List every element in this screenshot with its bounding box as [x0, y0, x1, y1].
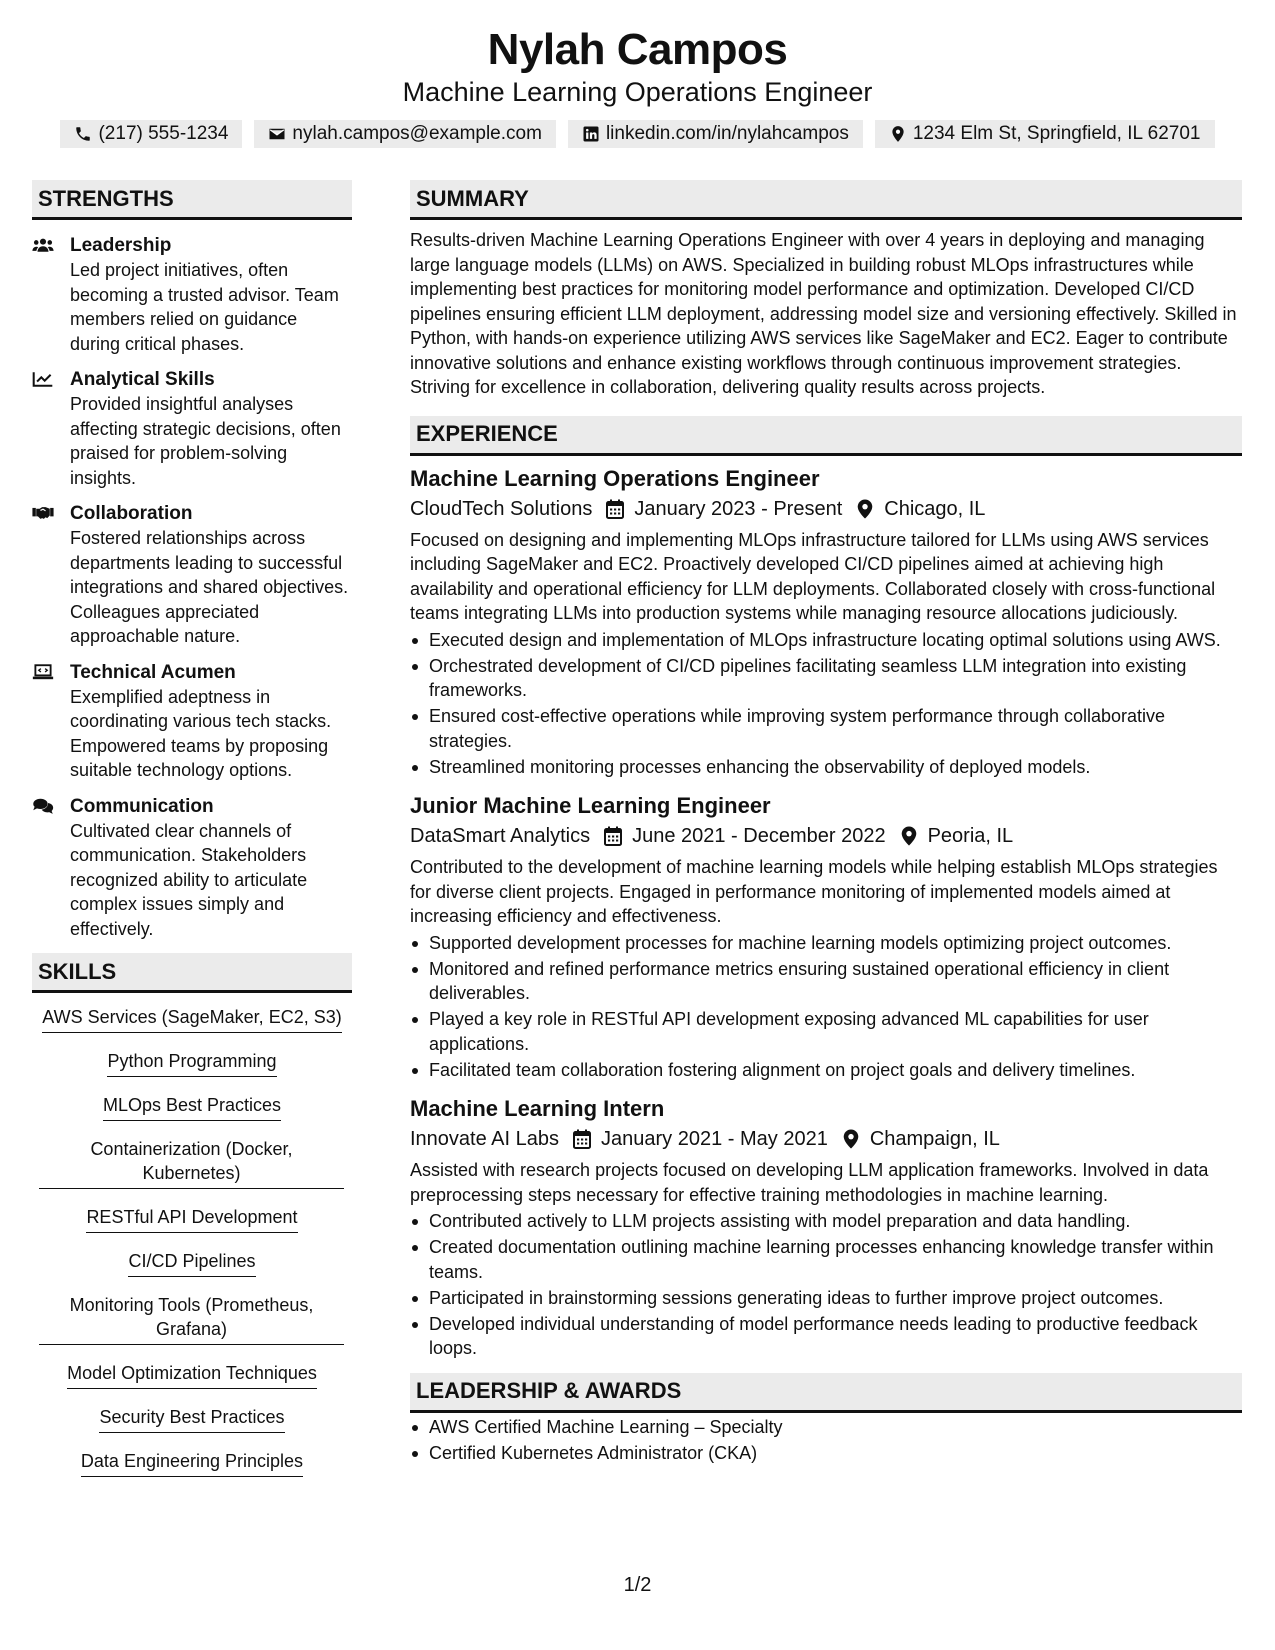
job-meta: [410, 821, 1242, 851]
linkedin-text: linkedin.com/in/nylahcampos: [605, 123, 849, 144]
awards-heading: LEADERSHIP & AWARDS: [410, 1373, 1242, 1413]
job-dates: January 2021 - May 2021: [601, 1128, 828, 1150]
job-description: Contributed to the development of machine learning models while helping establish MLOps strategies for diverse client projects. Engaged in performance monitoring of implemented models aimed at increasing efficiency and effectiveness.: [410, 857, 1218, 926]
strength-title: Collaboration: [70, 503, 193, 524]
skill-item: Containerization (Docker, Kubernetes): [39, 1137, 344, 1189]
award-item: Certified Kubernetes Administrator (CKA): [410, 1441, 1242, 1466]
skill-item: RESTful API Development: [86, 1205, 297, 1233]
job-entry: [410, 1094, 1242, 1361]
strength-item: [32, 661, 352, 783]
calendar-icon: [604, 826, 622, 846]
job-location: Peoria, IL: [927, 825, 1014, 847]
skill-item: CI/CD Pipelines: [128, 1249, 255, 1277]
strength-desc: Exemplified adeptness in coordinating various tech stacks. Empowered teams by proposing suitable technology options.: [70, 686, 332, 780]
linkedin-chip[interactable]: [568, 120, 863, 148]
bullet-item: Facilitated team collaboration fostering alignment on project goals and delivery timelines.: [410, 1058, 1242, 1083]
job-dates: January 2023 - Present: [634, 497, 843, 520]
skill-item: AWS Services (SageMaker, EC2, S3): [42, 1005, 341, 1033]
job-title: Machine Learning Intern: [410, 1096, 665, 1121]
job-description: Focused on designing and implementing MLOps infrastructure tailored for LLMs using AWS services including SageMaker and EC2. Proactively developed CI/CD pipelines aimed at achieving high availability and operational efficiency for LLM deployments. Collaborated closely with cross-functional teams integrating LLMs into production systems while managing resource allocations judiciously.: [410, 529, 1216, 623]
job-company: Innovate AI Labs: [410, 1128, 560, 1150]
email-chip[interactable]: [254, 120, 556, 148]
job-description: Assisted with research projects focused on developing LLM application frameworks. Involved in data preprocessing steps necessary for effective training methodologies in machine learning.: [410, 1160, 1209, 1205]
awards-list: [410, 1415, 1242, 1466]
job-title: Machine Learning Operations Engineer: [410, 465, 820, 491]
job-meta: [410, 494, 1242, 524]
job-bullets: [410, 1209, 1242, 1361]
summary-heading: SUMMARY: [410, 180, 1242, 220]
job-location: Chicago, IL: [884, 497, 986, 520]
map-marker-icon: [889, 125, 907, 143]
bullet-item: Monitored and refined performance metrics ensuring sustained operational efficiency in client deliverables.: [410, 957, 1242, 1006]
bullet-item: Participated in brainstorming sessions generating ideas to further improve project outcomes.: [410, 1286, 1242, 1311]
skill-item: Python Programming: [107, 1049, 276, 1077]
comments-icon: [32, 797, 54, 815]
candidate-title: Machine Learning Operations Engineer: [402, 77, 873, 107]
right-column: [410, 180, 1242, 1477]
bullet-item: Streamlined monitoring processes enhancing the observability of deployed models.: [410, 755, 1242, 780]
skill-item: MLOps Best Practices: [103, 1093, 281, 1121]
strength-item: [32, 502, 352, 649]
job-entry: [410, 791, 1242, 1082]
job-dates: June 2021 - December 2022: [632, 825, 886, 847]
resume-header: [0, 0, 1275, 148]
envelope-icon: [268, 125, 286, 143]
bullet-item: Orchestrated development of CI/CD pipelines facilitating seamless LLM integration into existing frameworks.: [410, 654, 1242, 703]
map-marker-icon: [900, 826, 918, 846]
strength-desc: Provided insightful analyses affecting strategic decisions, often praised for problem-solving insights.: [70, 394, 341, 488]
email-text: nylah.campos@example.com: [292, 123, 542, 144]
strength-desc: Cultivated clear channels of communication. Stakeholders recognized ability to articulate complex issues simply and effectively.: [70, 820, 308, 939]
strength-title: Communication: [70, 795, 214, 817]
phone-chip[interactable]: [60, 120, 242, 148]
calendar-icon: [606, 499, 624, 519]
left-column: [32, 180, 352, 1493]
strength-title: Technical Acumen: [70, 661, 236, 683]
skills-list: [32, 1005, 352, 1493]
job-meta: [410, 1124, 1242, 1154]
handshake-icon: [32, 504, 54, 522]
strength-desc: Fostered relationships across departments leading to successful integrations and shared objectives. Colleagues appreciated approachable nature.: [70, 528, 349, 646]
chart-line-icon: [32, 370, 54, 388]
job-entry: [410, 464, 1242, 780]
candidate-name: Nylah Campos: [487, 25, 788, 74]
skills-heading: SKILLS: [32, 953, 352, 993]
strength-title: Analytical Skills: [70, 369, 215, 390]
phone-icon: [74, 125, 92, 143]
bullet-item: Created documentation outlining machine learning processes enhancing knowledge transfer within teams.: [410, 1235, 1242, 1284]
job-company: CloudTech Solutions: [410, 497, 593, 520]
bullet-item: Supported development processes for machine learning models optimizing project outcomes.: [410, 931, 1242, 956]
award-item: AWS Certified Machine Learning – Specialty: [410, 1415, 1242, 1440]
phone-text: (217) 555-1234: [98, 123, 229, 144]
page-number: 1/2: [623, 1574, 652, 1596]
summary-text: Results-driven Machine Learning Operations Engineer with over 4 years in deploying and managing large language models (LLMs) on AWS. Specialized in building robust MLOps infrastructures while implementing best practices for monitoring model performance and optimization. Developed CI/CD pipelines ensuring efficient LLM deployment, addressing model size and versioning effectively. Skilled in Python, with hands-on experience utilizing AWS services like SageMaker and EC2. Eager to contribute innovative solutions and enhance existing workflows through continuous improvement strategies. Striving for excellence in collaboration, delivering quality results across projects.: [410, 230, 1237, 397]
strengths-list: [32, 234, 352, 941]
strengths-heading: STRENGTHS: [32, 180, 352, 220]
calendar-icon: [573, 1129, 591, 1149]
address-text: 1234 Elm St, Springfield, IL 62701: [912, 123, 1201, 144]
strength-item: [32, 368, 352, 490]
strength-item: [32, 234, 352, 356]
skill-item: Security Best Practices: [99, 1405, 284, 1433]
job-bullets: [410, 628, 1242, 780]
strength-title: Leadership: [70, 235, 172, 256]
address-chip[interactable]: [875, 120, 1215, 148]
bullet-item: Executed design and implementation of MLOps infrastructure locating optimal solutions using AWS.: [410, 628, 1242, 653]
strength-desc: Led project initiatives, often becoming a trusted advisor. Team members relied on guidance during critical phases.: [70, 260, 339, 354]
job-location: Champaign, IL: [869, 1128, 1000, 1150]
job-title: Junior Machine Learning Engineer: [410, 793, 771, 818]
users-icon: [32, 236, 54, 254]
skill-item: Data Engineering Principles: [81, 1449, 303, 1477]
job-company: DataSmart Analytics: [410, 825, 591, 847]
bullet-item: Contributed actively to LLM projects assisting with model preparation and data handling.: [410, 1209, 1242, 1234]
experience-heading: EXPERIENCE: [410, 416, 1242, 456]
skill-item: Model Optimization Techniques: [67, 1361, 317, 1389]
bullet-item: Ensured cost-effective operations while improving system performance through collaborative strategies.: [410, 704, 1242, 753]
map-marker-icon: [842, 1129, 860, 1149]
bullet-item: Developed individual understanding of model performance needs leading to productive feedback loops.: [410, 1312, 1242, 1361]
laptop-code-icon: [32, 663, 54, 681]
map-marker-icon: [856, 499, 874, 519]
contact-row: [0, 120, 1275, 148]
job-bullets: [410, 931, 1242, 1083]
linkedin-icon: [582, 125, 600, 143]
bullet-item: Played a key role in RESTful API development exposing advanced ML capabilities for user applications.: [410, 1007, 1242, 1056]
skill-item: Monitoring Tools (Prometheus, Grafana): [39, 1293, 344, 1345]
strength-item: [32, 795, 352, 942]
